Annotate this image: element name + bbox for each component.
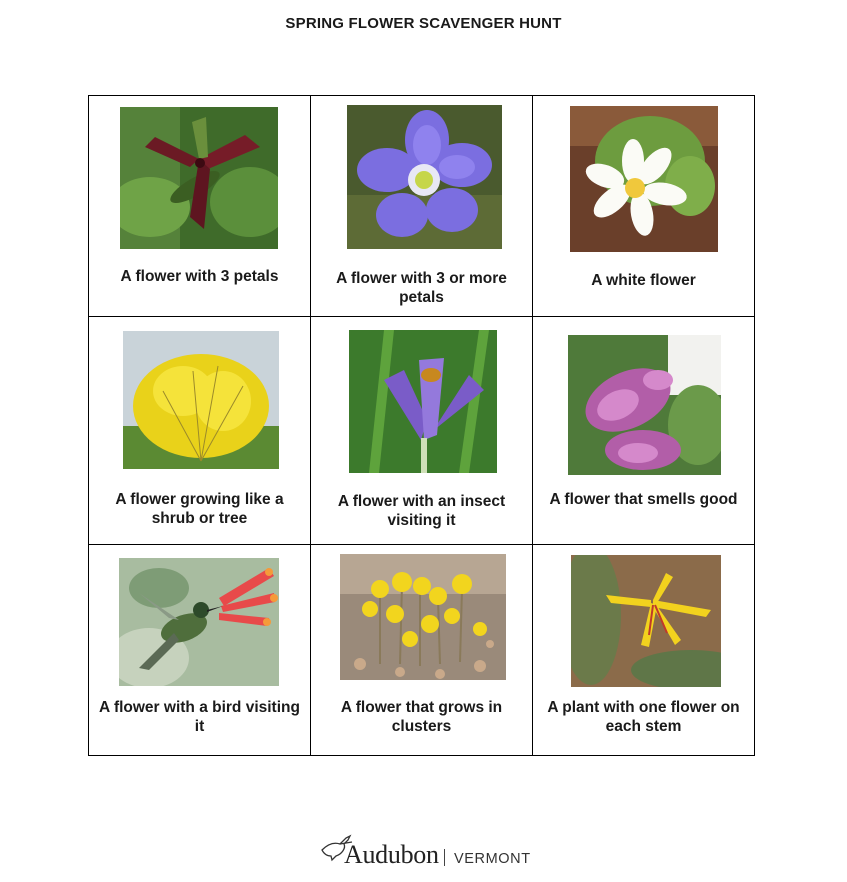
audubon-vermont-logo [320, 830, 540, 872]
red-trillium-photo [120, 107, 278, 249]
logo-state-label: VERMONT [454, 851, 531, 867]
grid-cell [311, 96, 533, 317]
hummingbird-honeysuckle-photo [119, 558, 279, 686]
grid-cell [533, 96, 755, 317]
cell-caption: A plant with one flower on each stem [547, 699, 740, 735]
grid-cell [533, 317, 755, 545]
white-bloodroot-photo [570, 106, 718, 252]
grid-cell [89, 96, 311, 317]
grid-cell [89, 317, 311, 545]
scavenger-hunt-grid [88, 95, 755, 756]
cell-caption: A flower with an insect visiting it [337, 493, 506, 529]
trout-lily-photo [571, 555, 721, 687]
cell-caption: A flower with 3 or more petals [336, 270, 507, 306]
cell-caption: A flower growing like a shrub or tree [115, 491, 284, 527]
lilac-photo [568, 335, 721, 475]
cell-caption: A flower with 3 petals [120, 268, 279, 285]
grid-cell [533, 545, 755, 756]
cell-caption: A flower that smells good [549, 491, 738, 508]
grid-cell [311, 317, 533, 545]
grid-cell [311, 545, 533, 756]
crocus-with-bee-photo [349, 330, 497, 473]
cell-caption: A white flower [591, 272, 696, 289]
grid-cell [89, 545, 311, 756]
logo-wordmark: Audubon [344, 840, 439, 869]
coltsfoot-cluster-photo [340, 554, 506, 680]
page-title: SPRING FLOWER SCAVENGER HUNT [285, 15, 562, 32]
logo-divider [444, 849, 445, 866]
purple-hepatica-photo [347, 105, 502, 249]
cell-caption: A flower with a bird visiting it [99, 699, 300, 735]
forsythia-shrub-photo [123, 331, 279, 469]
cell-caption: A flower that grows in clusters [340, 699, 503, 735]
